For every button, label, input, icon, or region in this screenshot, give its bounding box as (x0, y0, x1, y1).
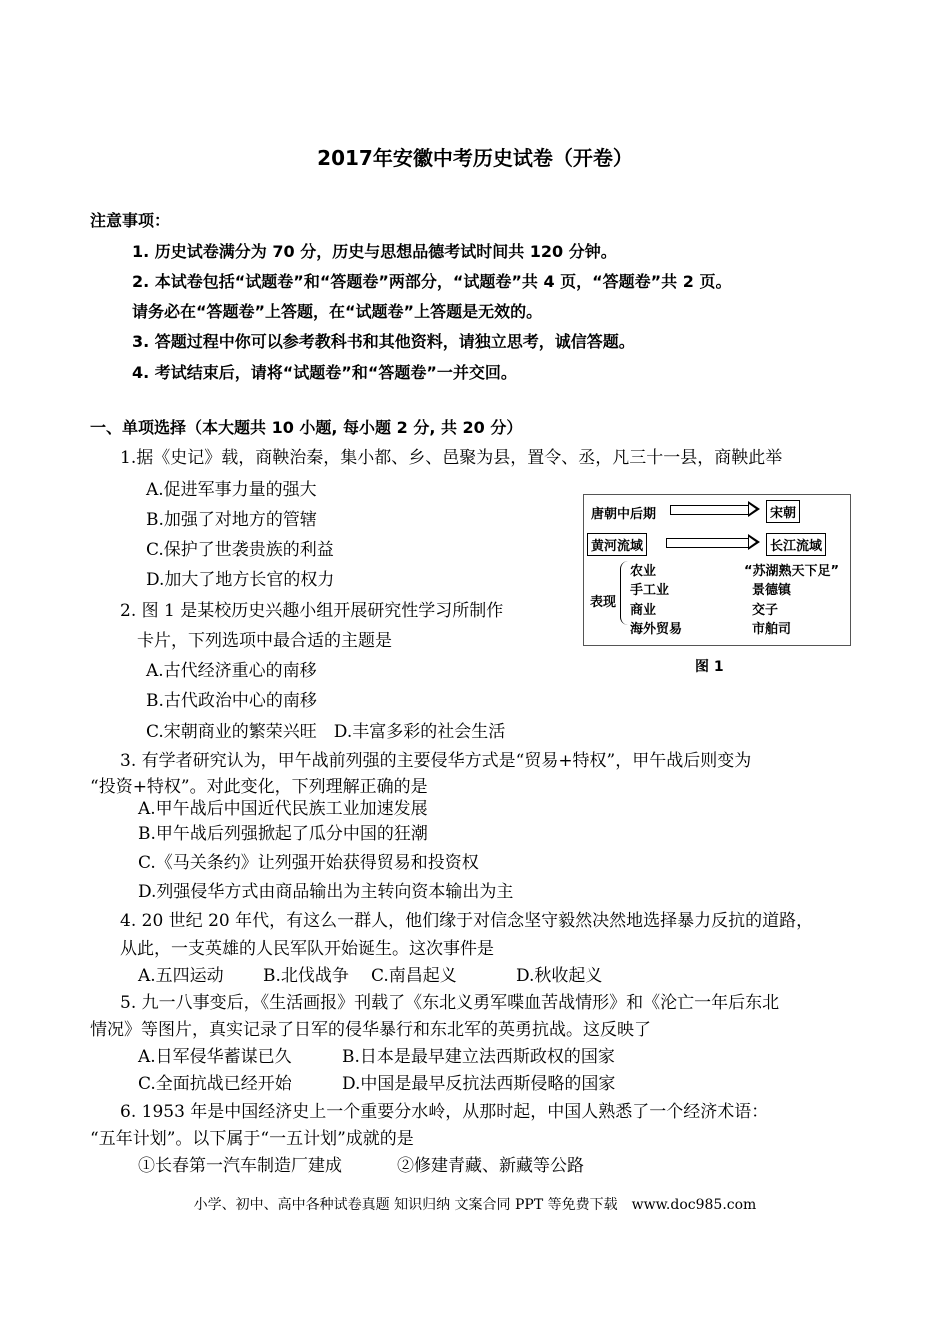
option: A.日军侵华蓄谋已久 (138, 1047, 292, 1067)
figure-1 (583, 494, 851, 646)
option: C.宋朝商业的繁荣兴旺 D.丰富多彩的社会生活 (146, 722, 506, 742)
question-stem: 从此，一支英雄的人民军队开始诞生。这次事件是 (120, 939, 494, 959)
option: C.保护了世袭贵族的利益 (146, 540, 334, 560)
question-stem: 6. 1953 年是中国经济史上一个重要分水岭，从那时起，中国人熟悉了一个经济术语： (120, 1102, 769, 1122)
notice-item: 请务必在“答题卷”上答题，在“试题卷”上答题是无效的。 (132, 302, 543, 321)
question-stem: 2. 图 1 是某校历史兴趣小组开展研究性学习所制作 (120, 601, 504, 621)
figure-label: 黄河流域 (587, 533, 647, 556)
option: C.全面抗战已经开始 (138, 1074, 292, 1094)
arrow-head-icon (748, 534, 760, 550)
option: B.甲午战后列强掀起了瓜分中国的狂潮 (138, 824, 428, 844)
option: C.《马关条约》让列强开始获得贸易和投资权 (138, 853, 479, 873)
figure-caption: 图 1 (695, 659, 724, 675)
page-footer: 小学、初中、高中各种试卷真题 知识归纳 文案合同 PPT 等免费下载 www.doc985.com (193, 1197, 757, 1213)
brace-icon (620, 561, 629, 625)
notice-item: 2. 本试卷包括“试题卷”和“答题卷”两部分，“试题卷”共 4 页，“答题卷”共 2 页。 (132, 272, 732, 291)
arrow-icon (670, 505, 749, 515)
section-heading: 一、单项选择（本大题共 10 小题, 每小题 2 分, 共 20 分） (90, 418, 523, 437)
option: D.中国是最早反抗法西斯侵略的国家 (342, 1074, 616, 1094)
option: A.甲午战后中国近代民族工业加速发展 (138, 799, 428, 819)
figure-item: 农业 (630, 564, 657, 579)
option: ②修建青藏、新藏等公路 (397, 1156, 584, 1176)
question-stem: 1.据《史记》载，商鞅治秦，集小都、乡、邑聚为县，置令、丞，凡三十一县，商鞅此举 (120, 448, 783, 468)
option: A.五四运动 (138, 966, 224, 986)
figure-item: 海外贸易 (630, 622, 683, 637)
figure-label: 表现 (590, 595, 617, 610)
page-title: 2017年安徽中考历史试卷（开卷） (317, 146, 633, 170)
figure-item: 景德镇 (752, 583, 792, 598)
notice-heading: 注意事项： (90, 211, 171, 230)
arrow-head-icon (748, 501, 760, 517)
figure-label: 宋朝 (766, 500, 800, 523)
question-stem: “五年计划”。以下属于“一五计划”成就的是 (90, 1129, 414, 1149)
figure-item: 手工业 (630, 583, 670, 598)
figure-item: 商业 (630, 603, 657, 618)
figure-item: 市舶司 (752, 622, 792, 637)
notice-item: 4. 考试结束后，请将“试题卷”和“答题卷”一并交回。 (132, 363, 517, 382)
option: B.日本是最早建立法西斯政权的国家 (342, 1047, 615, 1067)
figure-item: 交子 (752, 603, 779, 618)
option: D.加大了地方长官的权力 (146, 570, 335, 590)
option: D.列强侵华方式由商品输出为主转向资本输出为主 (138, 882, 514, 902)
figure-label: 唐朝中后期 (591, 507, 657, 522)
figure-label: 长江流域 (766, 533, 826, 556)
question-stem: “投资+特权”。对此变化，下列理解正确的是 (90, 777, 428, 797)
option: A.古代经济重心的南移 (146, 661, 317, 681)
question-stem: 3. 有学者研究认为，甲午战前列强的主要侵华方式是“贸易+特权”，甲午战后则变为 (120, 751, 752, 771)
figure-item: “苏湖熟天下足” (744, 564, 840, 579)
option: B.古代政治中心的南移 (146, 691, 317, 711)
question-stem: 情况》等图片，真实记录了日军的侵华暴行和东北军的英勇抗战。这反映了 (90, 1020, 651, 1040)
option: B.加强了对地方的管辖 (146, 510, 317, 530)
option: C.南昌起义 (371, 966, 457, 986)
option: B.北伐战争 (263, 966, 349, 986)
notice-item: 3. 答题过程中你可以参考教科书和其他资料，请独立思考，诚信答题。 (132, 332, 635, 351)
question-stem: 4. 20 世纪 20 年代，有这么一群人，他们缘于对信念坚守毅然决然地选择暴力反抗的道路， (120, 911, 814, 931)
option: A.促进军事力量的强大 (146, 480, 317, 500)
option: ①长春第一汽车制造厂建成 (138, 1156, 342, 1176)
option: D.秋收起义 (516, 966, 603, 986)
question-stem: 卡片，下列选项中最合适的主题是 (137, 631, 392, 651)
question-stem: 5. 九一八事变后，《生活画报》刊载了《东北义勇军喋血苦战情形》和《沦亡一年后东北 (120, 993, 780, 1013)
notice-item: 1. 历史试卷满分为 70 分，历史与思想品德考试时间共 120 分钟。 (132, 242, 617, 261)
arrow-icon (666, 538, 749, 548)
